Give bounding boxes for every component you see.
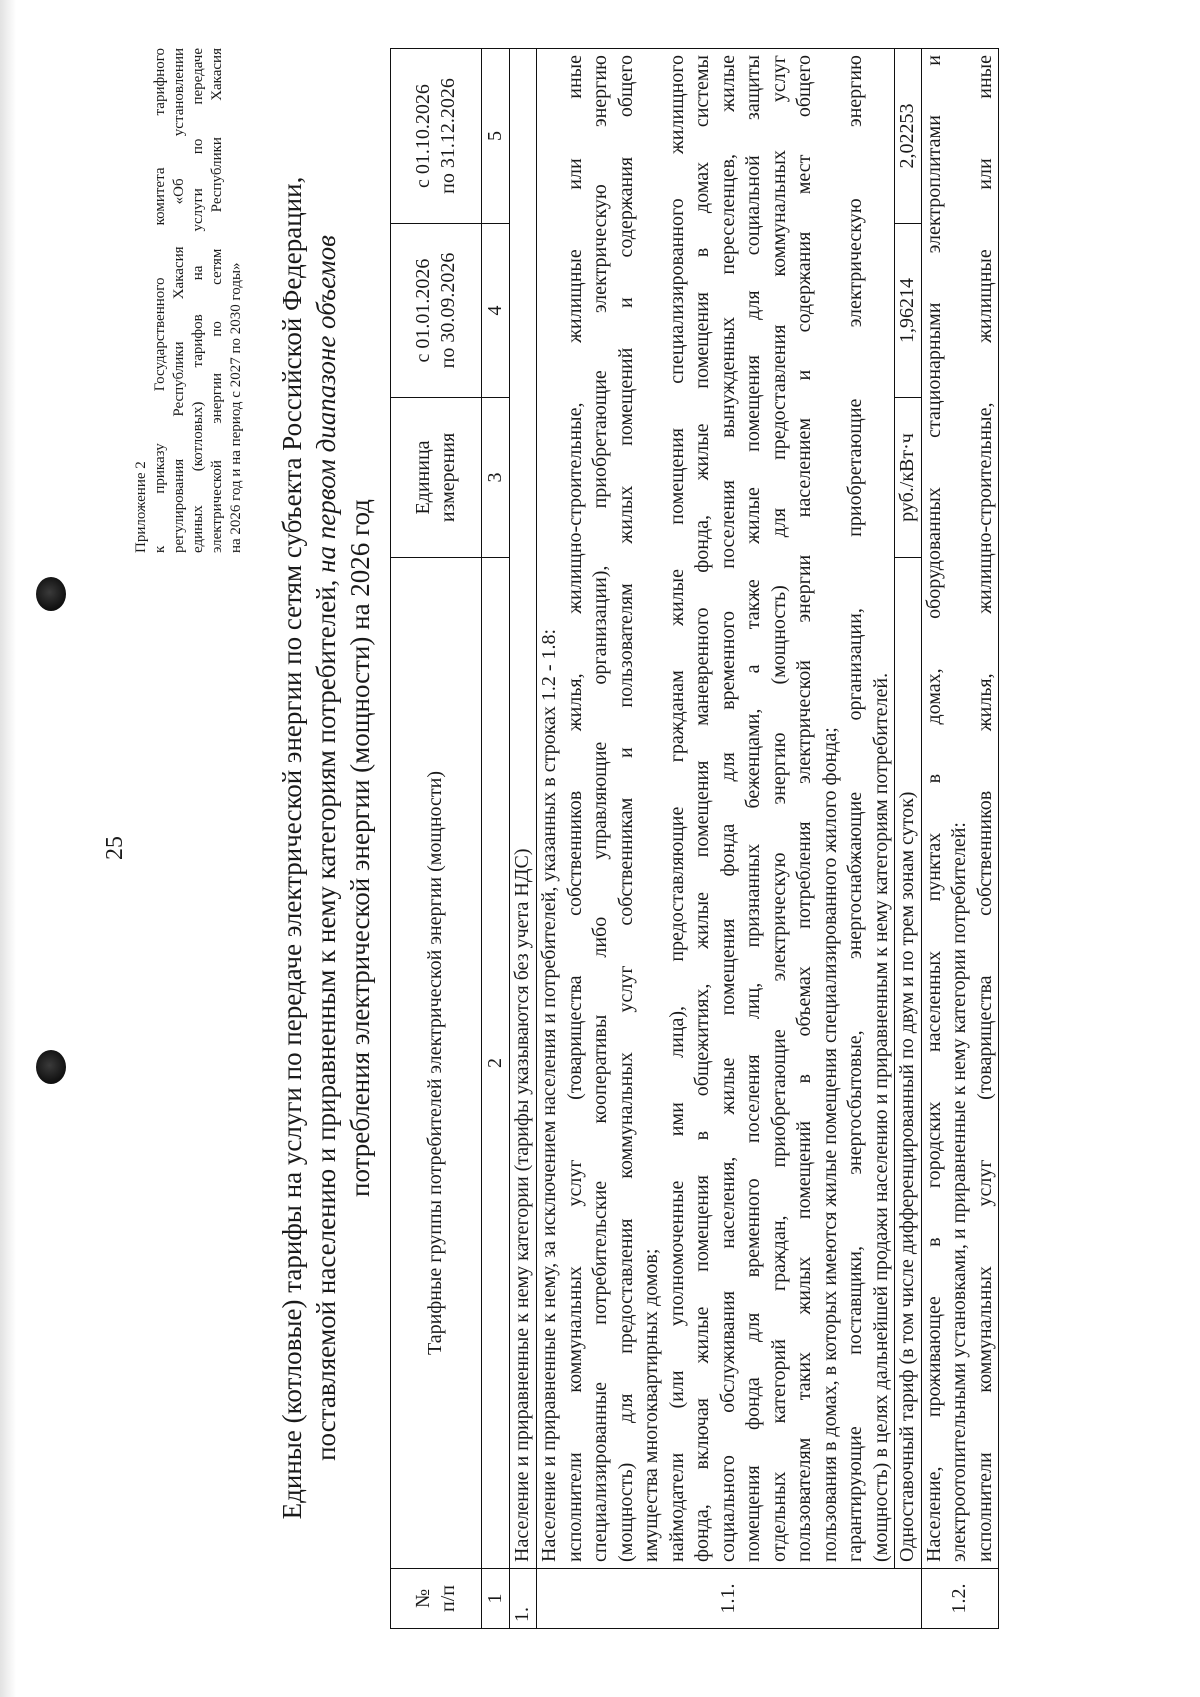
rotated-landscape-content [50, 48, 1150, 1648]
tariff-value-period-2: 2,02253 [895, 49, 922, 224]
description-line: помещения фонда для временного поселения лиц, признанных беженцами, а также жилые помещения для социальной защиты [742, 55, 764, 1562]
tariff-table [390, 48, 999, 1629]
appendix-line: на 2026 год и на период с 2027 по 2030 годы» [228, 262, 244, 553]
description-line: (мощность) в целях дальнейшей продажи населению и приравненным к нему категориям потребителей. [869, 672, 892, 1562]
tariff-name: Одноставочный тариф (в том числе дифференцированный по двум и по трем зонам суток) [895, 558, 922, 1569]
tariff-unit: руб./кВт·ч [895, 398, 922, 558]
header-period-1-line: с 01.01.2026 [411, 258, 434, 363]
scan-edge-shadow [0, 0, 16, 1697]
appendix-header [132, 48, 246, 553]
column-number: 4 [482, 224, 510, 398]
title-line-2-italic: на первом диапазоне объемов [311, 235, 341, 573]
document-title [275, 88, 377, 1608]
description-line: исполнители коммунальных услуг (товарищества собственников жилья, жилищно-строительные, жилищные или иные [973, 55, 996, 1562]
table-row [537, 49, 895, 1629]
header-num-line: п/п [437, 1585, 459, 1612]
description-line: Население, проживающее в городских населенных пунктах в домах, оборудованных стационарными электроплитами и [922, 55, 945, 1562]
description-line: специализированные потребительские кооперативы либо управляющие организации), приобретающие электрическую энергию [589, 55, 611, 1562]
header-period-2-line: по 31.12.2026 [437, 78, 459, 194]
appendix-line: единых (котловых) тарифов на услуги по передаче [190, 48, 206, 553]
description-line: имущества многоквартирных домов; [640, 1248, 662, 1562]
column-number: 3 [482, 398, 510, 558]
appendix-line: регулирования Республики Хакасия «Об установлении [171, 48, 187, 553]
table-header-row [391, 49, 482, 1629]
row-num: 1.2. [921, 1569, 999, 1629]
header-unit-line: Единица [411, 440, 434, 515]
column-number: 2 [482, 558, 510, 1569]
column-number: 5 [482, 49, 510, 224]
section-title: Население и приравненные к нему категории (тарифы указываются без учета НДС) [510, 49, 537, 1569]
description-line: фонда, включая жилые помещения в общежитиях, жилые помещения маневренного фонда, жилые помещения в домах системы [691, 55, 713, 1562]
section-num: 1. [510, 1569, 537, 1629]
tariff-value-period-1: 1,96214 [895, 224, 922, 398]
header-period-1-line: по 30.09.2026 [437, 252, 459, 369]
description-line: отдельных категорий граждан, приобретающие электрическую энергию (мощность) для предоставления коммунальных услуг [767, 55, 790, 1562]
header-unit [391, 398, 482, 558]
description-line: наймодатели (или уполномоченные ими лица), предоставляющие гражданам жилые помещения специализированного жилищного [665, 55, 688, 1562]
header-period-2 [391, 49, 482, 224]
header-period-2-line: с 01.10.2026 [411, 84, 434, 188]
title-line-2 [309, 88, 343, 1608]
row-description [921, 49, 999, 1569]
appendix-line: Приложение 2 [133, 461, 149, 553]
section-row [510, 49, 537, 1629]
header-num-line: № [411, 1588, 434, 1609]
appendix-line: электрической энергии по сетям Республики Хакасия [209, 48, 225, 553]
column-number: 1 [482, 1569, 510, 1629]
description-line: гарантирующие поставщики, энергосбытовые, энергоснабжающие организации, приобретающие электрическую энергию [844, 55, 866, 1562]
description-line: исполнители коммунальных услуг (товарищества собственников жилья, жилищно-строительные, жилищные или иные [563, 55, 586, 1562]
column-number-row [482, 49, 510, 1629]
table-row [895, 49, 922, 1629]
title-line-3: потребления электрической энергии (мощности) на 2026 год [345, 499, 375, 1197]
header-period-1 [391, 224, 482, 398]
header-num [391, 1569, 482, 1629]
description-line: (мощность) для предоставления коммунальных услуг собственникам и пользователям жилых помещений и содержания общего [614, 55, 637, 1562]
appendix-line: к приказу Государственного комитета тарифного [152, 48, 168, 553]
description-line: пользователям таких жилых помещений в объемах потребления электрической энергии населением и содержания мест общего [793, 55, 815, 1562]
description-line: Население и приравненные к нему, за исключением населения и потребителей, указанных в строках 1.2 - 1.8: [538, 628, 560, 1562]
table-row [921, 49, 999, 1629]
title-line-1: Единые (котловые) тарифы на услуги по передаче электрической энергии по сетям субъекта Российской Федерации, [277, 176, 307, 1520]
page-number: 25 [102, 836, 128, 860]
title-line-2-text: поставляемой населению и приравненным к нему категориям потребителей, [311, 572, 341, 1461]
header-unit-line: измерения [437, 432, 459, 523]
description-line: социального обслуживания населения, жилые помещения фонда для временного поселения вынужденных переселенцев, жилые [716, 55, 739, 1562]
description-line: электроотопительными установками, и приравненные к нему категории потребителей: [948, 822, 970, 1562]
row-num: 1.1. [537, 1569, 922, 1629]
description-line: пользования в домах, в которых имеются жилые помещения специализированного жилого фонда; [818, 727, 841, 1562]
row-description [537, 49, 895, 1569]
header-name: Тарифные группы потребителей электрической энергии (мощности) [391, 558, 482, 1569]
